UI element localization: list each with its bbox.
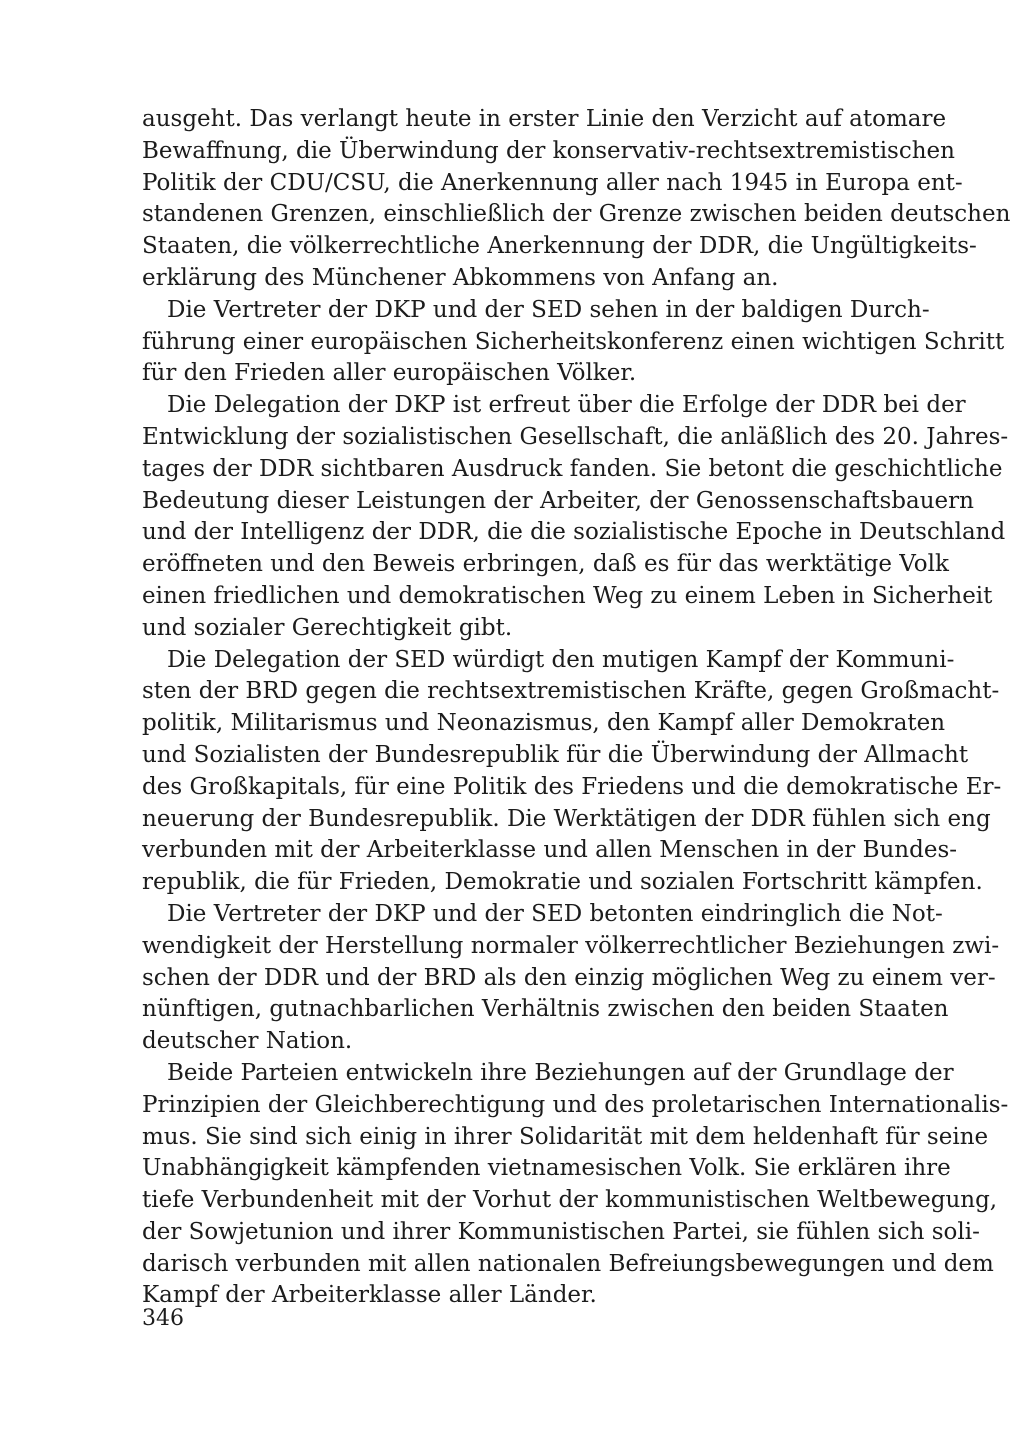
text-line: für den Frieden aller europäischen Völker. [142, 360, 637, 387]
text-line: Prinzipien der Gleichberechtigung und des proletarischen Internationalis- [142, 1091, 1009, 1118]
text-line: standenen Grenzen, einschließlich der Grenze zwischen beiden deutschen [142, 201, 1011, 228]
paragraph [142, 645, 1002, 899]
text-line: Die Vertreter der DKP und der SED sehen in der baldigen Durch- [167, 296, 930, 323]
text-line: tiefe Verbundenheit mit der Vorhut der kommunistischen Weltbewegung, [142, 1187, 998, 1214]
text-line: darisch verbunden mit allen nationalen Befreiungsbewegungen und dem [142, 1250, 994, 1277]
page-number: 346 [142, 1306, 184, 1331]
text-line: Die Delegation der DKP ist erfreut über die Erfolge der DDR bei der [167, 392, 966, 419]
text-line: Entwicklung der sozialistischen Gesellschaft, die anläßlich des 20. Jahres- [142, 423, 1009, 450]
text-line: erklärung des Münchener Abkommens von Anfang an. [142, 264, 779, 291]
paragraph [142, 104, 1011, 295]
text-line: einen friedlichen und demokratischen Weg zu einem Leben in Sicherheit [142, 582, 993, 609]
text-line: nünftigen, gutnachbarlichen Verhältnis zwischen den beiden Staaten [142, 996, 949, 1023]
text-line: führung einer europäischen Sicherheitskonferenz einen wichtigen Schritt [142, 328, 1005, 355]
text-line: eröffneten und den Beweis erbringen, daß es für das werktätige Volk [142, 551, 949, 578]
text-line: sten der BRD gegen die rechtsextremistischen Kräfte, gegen Großmacht- [142, 678, 1000, 705]
text-line: Beide Parteien entwickeln ihre Beziehungen auf der Grundlage der [167, 1059, 954, 1086]
text-line: Die Vertreter der DKP und der SED betonten eindringlich die Not- [167, 900, 943, 927]
paragraph [142, 295, 1005, 390]
paragraph [142, 1058, 1009, 1312]
text-line: Unabhängigkeit kämpfenden vietnamesischen Volk. Sie erklären ihre [142, 1155, 951, 1182]
text-line: mus. Sie sind sich einig in ihrer Solidarität mit dem heldenhaft für seine [142, 1123, 989, 1150]
text-line: deutscher Nation. [142, 1028, 353, 1055]
text-line: und Sozialisten der Bundesrepublik für die Überwindung der Allmacht [142, 741, 969, 768]
text-line: neuerung der Bundesrepublik. Die Werktätigen der DDR fühlen sich eng [142, 805, 991, 832]
text-line: des Großkapitals, für eine Politik des Friedens und die demokratische Er- [142, 773, 1002, 800]
text-line: Kampf der Arbeiterklasse aller Länder. [142, 1282, 597, 1309]
text-line: wendigkeit der Herstellung normaler völkerrechtlicher Beziehungen zwi- [142, 932, 1000, 959]
text-line: und der Intelligenz der DDR, die die sozialistische Epoche in Deutschland [142, 519, 1006, 546]
text-line: schen der DDR und der BRD als den einzig möglichen Weg zu einem ver- [142, 964, 996, 991]
body-text [142, 104, 1011, 1312]
text-line: verbunden mit der Arbeiterklasse und allen Menschen in der Bundes- [142, 837, 958, 864]
text-line: ausgeht. Das verlangt heute in erster Linie den Verzicht auf atomare [142, 106, 947, 132]
text-line: tages der DDR sichtbaren Ausdruck fanden. Sie betont die geschichtliche [142, 455, 1003, 482]
text-line: der Sowjetunion und ihrer Kommunistischen Partei, sie fühlen sich soli- [142, 1218, 980, 1245]
paragraph [142, 390, 1009, 644]
text-line: republik, die für Frieden, Demokratie und sozialen Fortschritt kämpfen. [142, 869, 983, 896]
paragraph [142, 899, 1000, 1058]
text-line: Staaten, die völkerrechtliche Anerkennung der DDR, die Ungültigkeits- [142, 233, 977, 260]
text-line: Die Delegation der SED würdigt den mutigen Kampf der Kommuni- [167, 646, 955, 673]
text-line: Politik der CDU/CSU, die Anerkennung aller nach 1945 in Europa ent- [142, 169, 963, 196]
text-line: und sozialer Gerechtigkeit gibt. [142, 614, 513, 641]
text-line: Bedeutung dieser Leistungen der Arbeiter, der Genossenschaftsbauern [142, 487, 974, 514]
text-line: Bewaffnung, die Überwindung der konservativ-rechtsextremistischen [142, 137, 955, 164]
text-line: politik, Militarismus und Neonazismus, den Kampf aller Demokraten [142, 710, 946, 737]
